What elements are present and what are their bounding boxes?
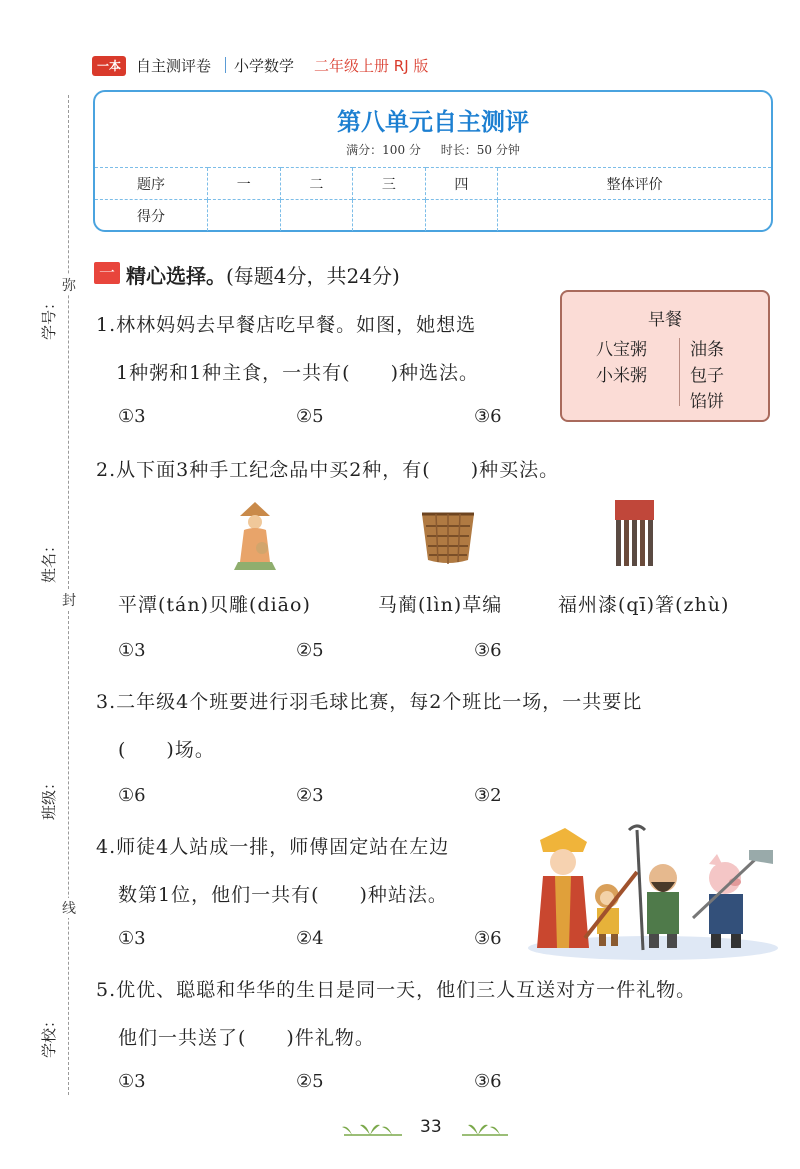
q3-line-2: ( )场。 <box>118 739 215 761</box>
class-label: 班级： <box>40 774 58 820</box>
lacquer-chopsticks-icon <box>612 498 658 568</box>
q3-line-1: 3.二年级4个班要进行羽毛球比赛，每2个班比一场，一共要比 <box>96 691 643 713</box>
name-label: 姓名： <box>40 537 58 583</box>
q2-option-a[interactable]: ①3 <box>118 640 146 661</box>
q5-line-2: 他们一共送了( )件礼物。 <box>118 1027 375 1049</box>
score-input-overall[interactable] <box>498 200 771 232</box>
school-label: 学校： <box>40 1012 58 1058</box>
header-divider <box>225 57 226 73</box>
score-table-header-row <box>95 168 771 200</box>
q1-option-b[interactable]: ②5 <box>296 406 324 427</box>
q3-option-b[interactable]: ②3 <box>296 785 324 806</box>
student-id-label: 学号： <box>40 294 58 340</box>
q2-item-3: 福州漆(qī)箸(zhù) <box>558 594 730 616</box>
q3-option-c[interactable]: ③2 <box>474 785 502 806</box>
section-title <box>126 260 400 289</box>
score-input-2[interactable] <box>280 200 353 232</box>
menu-staple-2: 包子 <box>690 366 724 386</box>
section-title-text: 精心选择。 <box>126 264 226 288</box>
seal-mark-feng: 封 <box>62 590 76 610</box>
q5-option-b[interactable]: ②5 <box>296 1071 324 1092</box>
cell-part-3: 三 <box>353 168 426 200</box>
q4-option-c[interactable]: ③6 <box>474 928 502 949</box>
menu-porridge-2: 小米粥 <box>596 366 647 386</box>
q5-option-c[interactable]: ③6 <box>474 1071 502 1092</box>
q1-option-a[interactable]: ①3 <box>118 406 146 427</box>
sprout-decoration-left-icon <box>340 1117 406 1139</box>
sprout-decoration-right-icon <box>460 1117 510 1139</box>
score-input-3[interactable] <box>353 200 426 232</box>
cell-label: 题序 <box>95 168 208 200</box>
subject-label: 小学数学 <box>234 57 295 75</box>
shell-carving-icon <box>232 500 278 572</box>
q4-option-b[interactable]: ②4 <box>296 928 324 949</box>
cell-part-4: 四 <box>425 168 498 200</box>
q2-option-b[interactable]: ②5 <box>296 640 324 661</box>
cell-score-label: 得分 <box>95 200 208 232</box>
q1-line-1: 1.林林妈妈去早餐店吃早餐。如图，她想选 <box>96 314 477 336</box>
score-input-4[interactable] <box>425 200 498 232</box>
journey-west-characters-illustration <box>525 820 780 960</box>
score-input-1[interactable] <box>208 200 281 232</box>
score-table-score-row <box>95 200 771 232</box>
q4-line-1: 4.师徒4人站成一排，师傅固定站在左边 <box>96 836 450 858</box>
cell-part-2: 二 <box>280 168 353 200</box>
q2-option-c[interactable]: ③6 <box>474 640 502 661</box>
q2-item-1: 平潭(tán)贝雕(diāo) <box>118 594 311 616</box>
q1-option-c[interactable]: ③6 <box>474 406 502 427</box>
q5-line-1: 5.优优、聪聪和华华的生日是同一天，他们三人互送对方一件礼物。 <box>96 979 697 1001</box>
menu-staple-1: 油条 <box>690 340 724 360</box>
grade-label: 二年级上册 RJ 版 <box>314 57 429 75</box>
seal-mark-mi: 弥 <box>62 275 76 295</box>
q4-line-2: 数第1位，他们一共有( )种站法。 <box>118 884 448 906</box>
page-title: 第八单元自主测评 <box>337 108 529 136</box>
q2-line-1: 2.从下面3种手工纪念品中买2种，有( )种买法。 <box>96 459 560 481</box>
q2-item-2: 马蔺(lìn)草编 <box>378 594 503 616</box>
q1-line-2: 1种粥和1种主食，一共有( )种选法。 <box>116 362 480 384</box>
section-note: (每题4分，共24分) <box>226 264 400 288</box>
full-score: 满分：100 分 <box>346 143 421 157</box>
menu-title: 早餐 <box>648 310 682 330</box>
cell-part-1: 一 <box>208 168 281 200</box>
menu-divider <box>679 338 680 406</box>
duration: 时长：50 分钟 <box>440 143 520 157</box>
exam-meta <box>93 141 773 158</box>
section-number: 一 <box>94 262 120 284</box>
page-number: 33 <box>420 1117 442 1137</box>
score-table <box>95 167 771 231</box>
menu-porridge-1: 八宝粥 <box>596 340 647 360</box>
q4-option-a[interactable]: ①3 <box>118 928 146 949</box>
seal-mark-xian: 线 <box>62 898 76 918</box>
brand-logo: 一本 <box>92 56 126 76</box>
brand-title: 自主测评卷 <box>136 57 212 75</box>
grass-basket-icon <box>418 508 478 566</box>
q5-option-a[interactable]: ①3 <box>118 1071 146 1092</box>
cell-overall: 整体评价 <box>498 168 771 200</box>
q3-option-a[interactable]: ①6 <box>118 785 146 806</box>
menu-staple-3: 馅饼 <box>690 392 724 412</box>
